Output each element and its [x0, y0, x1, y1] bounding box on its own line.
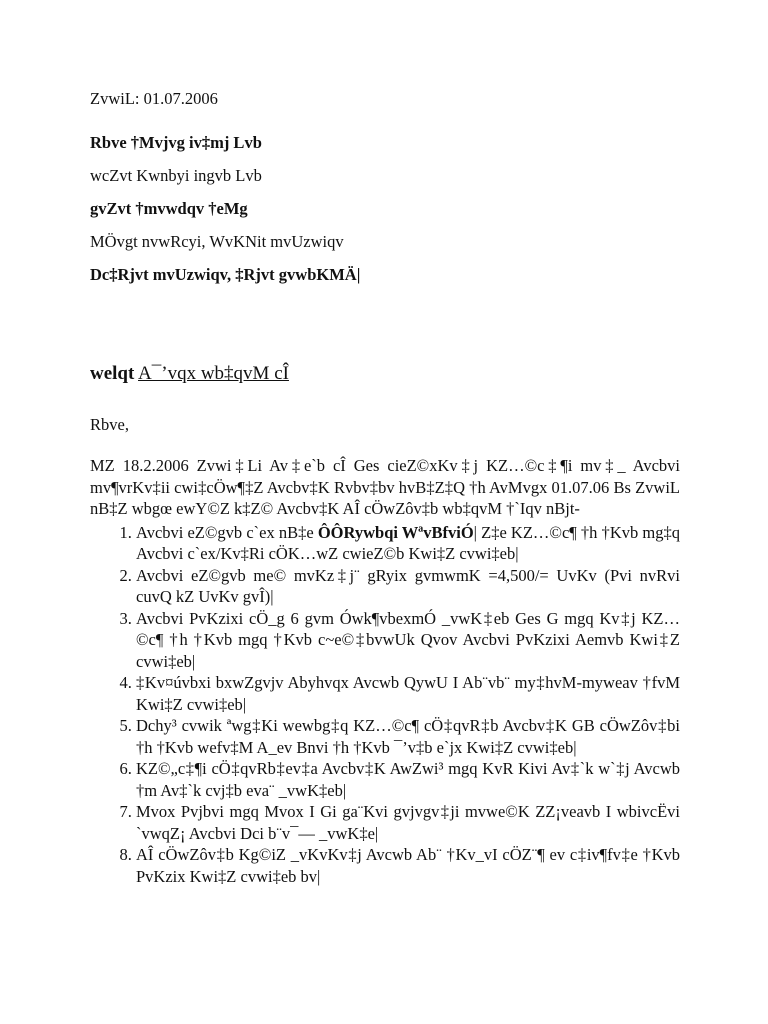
- letter-page: [90, 88, 680, 887]
- subject-line: [90, 361, 680, 387]
- list-item: 8. AÎ cÖwZôv‡b Kg©iZ _vKvKv‡j Avcwb Ab¨ †Kv_vI cÖZ¨¶ ev c‡iv¶fv‡e †Kvb PvKzix Kwi‡Z cvwi‡eb bv|: [136, 844, 680, 887]
- recipient-name: Rbve †Mvjvg iv‡mj Lvb: [90, 133, 262, 152]
- recipient-village: MÖvgt nvwRcyi, WvKNit mvUzwiqv: [90, 232, 344, 251]
- list-item: 2. Avcbvi eZ©gvb me© mvKz‡j¨ gRyix gvmwmK =4,500/= UvKv (Pvi nvRvi cuvQ kZ UvKv gvÎ)|: [136, 565, 680, 608]
- salutation: Rbve,: [90, 415, 129, 434]
- body-paragraph-text: MZ 18.2.2006 Zvwi‡Li Av‡e`b cÎ Ges cieZ©xKv‡j KZ…©c‡¶i mv‡_ Avcbvi mv¶vrKv‡ii cwi‡cÖw¶‡Z Avcbv‡K Rvbv‡bv hvB‡Z‡Q †h AvMvgx 01.07.06 Bs ZvwiL nB‡Z wbgœ ewY©Z k‡Z© Avcbv‡K AÎ cÖwZôv‡b wb‡qvM †`Iqv nBjt-: [90, 456, 680, 518]
- subject-text: A¯’vqx wb‡qvM cÎ: [138, 363, 289, 384]
- list-item: 7. Mvox Pvjbvi mgq Mvox I Gi ga¨Kvi gvjvgv‡ji mvwe©K ZZ¡veavb I wbivcËvi `vwqZ¡ Avcbvi Dci b¨v¯— _vwK‡e|: [136, 801, 680, 844]
- list-item: 3. Avcbvi PvKzixi cÖ_g 6 gvm Ówk¶vbexmÓ _vwK‡eb Ges G mgq Kv‡j KZ…©c¶ †h †Kvb mgq †Kvb c~e©‡bvwUk Qvov Avcbvi PvKzixi Aemvb Kwi‡Z cvwi‡eb|: [136, 608, 680, 673]
- subject-label: welqt: [90, 363, 135, 384]
- letter-date: ZvwiL: 01.07.2006: [90, 89, 218, 108]
- list-item: 5. Dchy³ cvwik ªwg‡Ki wewbg‡q KZ…©c¶ cÖ‡qvR‡b Avcbv‡K GB cÖwZôv‡bi †h †Kvb wefv‡M A_ev Bnvi †h †Kvb ¯’v‡b e`jx Kwi‡Z cvwi‡eb|: [136, 715, 680, 758]
- recipient-district: Dc‡Rjvt mvUzwiqv, ‡Rjvt gvwbKMÄ|: [90, 265, 361, 284]
- body-paragraph: [90, 455, 680, 520]
- recipient-mother: gvZvt †mvwdqv †eMg: [90, 199, 248, 218]
- list-item: 6. KZ©„c‡¶i cÖ‡qvRb‡ev‡a Avcbv‡K AwZwi³ mgq KvR Kivi Av‡`k w`‡j Avcwb †m Av‡`k cvj‡b eva¨ _vwK‡eb|: [136, 758, 680, 801]
- job-title: ÔÔRywbqi WªvBfviÓ: [317, 522, 474, 542]
- list-item: 1. Avcbvi eZ©gvb c`ex nB‡e ÔÔRywbqi WªvBfviÓ| Z‡e KZ…©c¶ †h †Kvb mg‡q Avcbvi c`ex/Kv‡Ri cÖK…wZ cwieZ©b Kwi‡Z cvwi‡eb|: [136, 522, 680, 565]
- list-item: 4. ‡Kv¤úvbxi bxwZgvjv Abyhvqx Avcwb QywU I Ab¨vb¨ my‡hvM-myweav †fvM Kwi‡Z cvwi‡eb|: [136, 672, 680, 715]
- terms-list: [90, 522, 680, 888]
- recipient-father: wcZvt Kwnbyi ingvb Lvb: [90, 166, 262, 185]
